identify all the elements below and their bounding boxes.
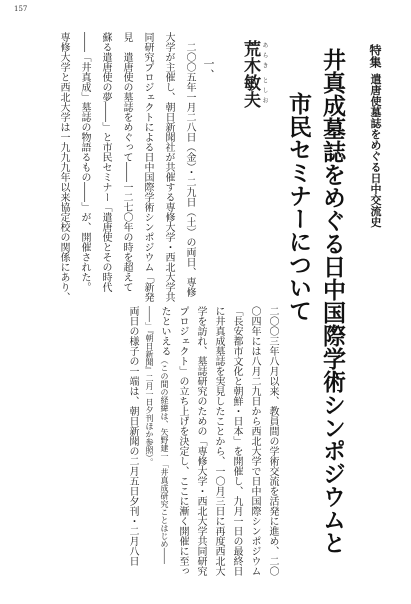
body-column: 大学が主催し、朝日新聞社が共催する専修大学・西北大学共 (163, 32, 174, 302)
author-name: 荒木敏夫 (240, 40, 260, 108)
feature-tag: 特集 (368, 44, 382, 68)
body-column: 両日の様子の一端は、朝日新聞の二月五日夕刊・二月八日 (127, 306, 138, 566)
page-number: 157 (14, 5, 28, 13)
body-column: 「長安都市文化と朝鮮・日本」を開催し、九月一日の最終日 (231, 306, 242, 576)
feature-series-title: 遣唐使墓誌をめぐる日中交流史 (369, 73, 382, 228)
feature-header (368, 44, 382, 227)
body-column: に井真成墓誌を実見したことから、一〇月三日に再度西北大 (213, 306, 224, 576)
author-ruby-family: あらき (261, 42, 268, 72)
body-column: 蘇る遣唐使の夢――」と市民セミナー「遣唐使とその時代 (100, 32, 111, 292)
inline-note-column: ――」『朝日新聞』二月一日夕刊ほか参照）。 (145, 306, 154, 466)
body-column-with-note (158, 306, 170, 564)
body-text: たといえる (159, 306, 170, 356)
body-column: 〇四年には八月二九日から西北大学で日中国際シンポジウム (249, 306, 260, 576)
body-column: 見 遣唐使の墓誌をめぐって――一二七〇年の時を超えて (121, 32, 132, 292)
body-column: 二〇〇三年八月以来、教員間の学術交流を活発に進め、二〇 (267, 306, 278, 576)
body-column: ――「井真成」墓誌の物語るもの――」が、開催された。 (79, 32, 90, 292)
section-heading: 一、 (202, 58, 215, 80)
body-column: 二〇〇五年一月二八日（金）・二九日（土）の両日、専修 (184, 42, 195, 297)
article-title-line-1: 井真成墓誌をめぐる日中国際学術シンポジウムと (319, 48, 345, 554)
article-title-line-2: 市民セミナーについて (285, 92, 311, 322)
author-ruby-given: としお (261, 77, 268, 107)
body-column: 専修大学と西北大学は一九九九年以来協定校の関係にあり、 (58, 32, 69, 302)
inline-note: （この間の経緯は、矢野建一「井真成研究ことはじめ―― (160, 356, 169, 564)
body-column: 同研究プロジェクトによる日中国際学術シンポジウム「新発 (142, 32, 153, 302)
body-column: プロジェクト」の立ち上げを決定し、ここに漸く開催に至っ (177, 306, 188, 576)
body-column: 学を訪れ、墓誌研究のための「専修大学・西北大学共同研究 (195, 306, 206, 576)
